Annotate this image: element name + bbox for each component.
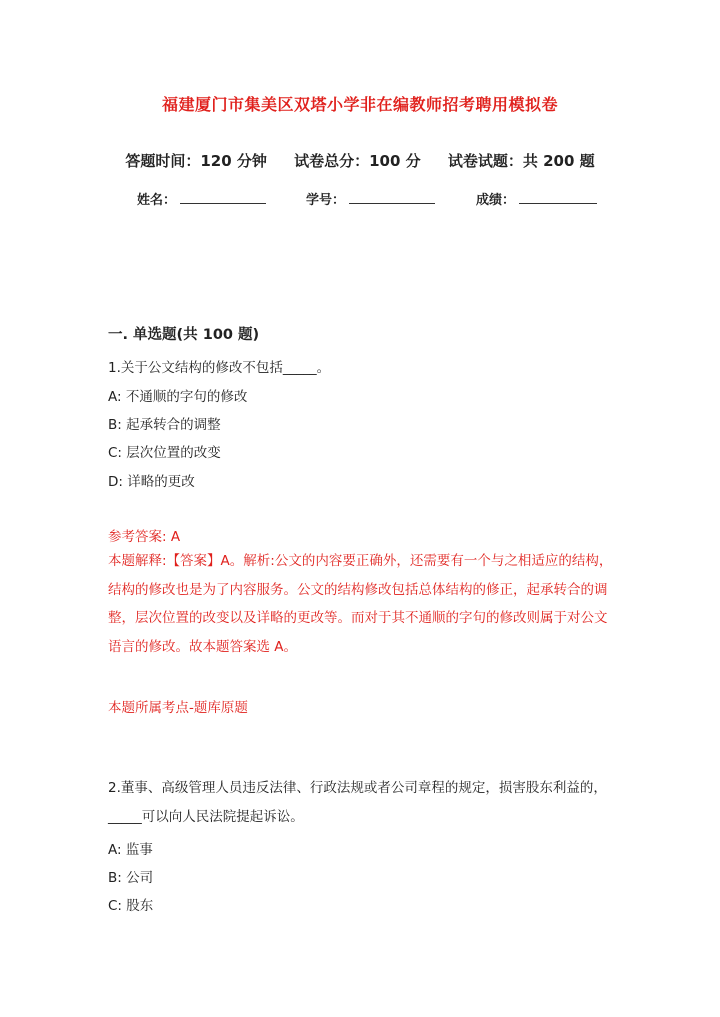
question-1-answer: 参考答案: A xyxy=(108,529,181,545)
section-title: 一. 单选题(共 100 题) xyxy=(108,327,260,343)
id-blank xyxy=(349,190,435,204)
question-1-option-a: A: 不通顺的字句的修改 xyxy=(108,389,248,405)
score-blank xyxy=(519,190,597,204)
question-1-knowledge-point: 本题所属考点-题库原题 xyxy=(108,700,248,716)
score-label: 成绩： xyxy=(476,193,516,208)
question-1-option-c: C: 层次位置的改变 xyxy=(108,445,221,461)
question-2-option-c: C: 股东 xyxy=(108,898,154,914)
id-field xyxy=(306,189,435,208)
question-2-stem: 2.董事、高级管理人员违反法律、行政法规或者公司章程的规定，损害股东利益的，_____可以向人民法院提起诉讼。 xyxy=(108,780,607,825)
name-field xyxy=(137,189,266,208)
exam-total-score: 试卷总分：100 分 xyxy=(294,152,421,170)
question-1-option-d: D: 详略的更改 xyxy=(108,474,195,490)
name-blank xyxy=(180,190,266,204)
question-1-stem: 1.关于公文结构的修改不包括_____。 xyxy=(108,360,331,376)
question-2-option-b: B: 公司 xyxy=(108,870,154,886)
exam-time: 答题时间：120 分钟 xyxy=(125,152,267,170)
score-field xyxy=(476,189,597,208)
exam-meta xyxy=(0,150,720,171)
question-1-option-b: B: 起承转合的调整 xyxy=(108,417,221,433)
question-1-explanation: 本题解释:【答案】A。解析:公文的内容要正确外，还需要有一个与之相适应的结构，结构的修改也是为了内容服务。公文的结构修改包括总体结构的修正，起承转合的调整，层次位置的改变以及详略的更改等。而对于其不通顺的字句的修改则属于对公文语言的修改。故本题答案选 A。 xyxy=(108,553,613,655)
question-2-option-a: A: 监事 xyxy=(108,842,153,858)
name-label: 姓名： xyxy=(137,193,177,208)
id-label: 学号： xyxy=(306,193,346,208)
exam-total-questions: 试卷试题：共 200 题 xyxy=(447,152,595,170)
page-title: 福建厦门市集美区双塔小学非在编教师招考聘用模拟卷 xyxy=(161,95,558,114)
